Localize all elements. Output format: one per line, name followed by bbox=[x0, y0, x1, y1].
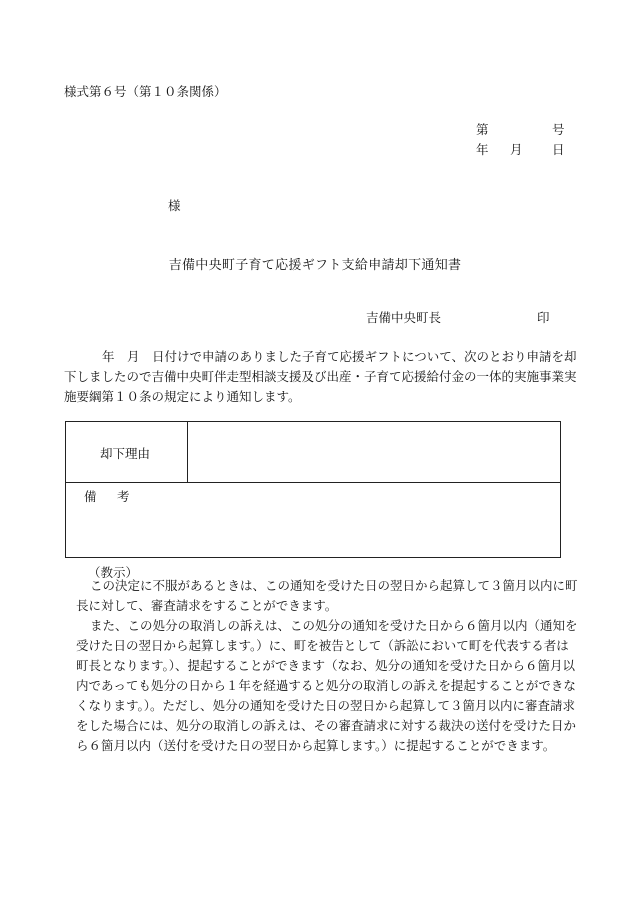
notice-body: 年 月 日付けで申請のありました子育て応援ギフトについて、次のとおり申請を却下しましたので吉備中央町伴走型相談支援及び出産・子育て応援給付金の一体的実施事業実施要綱第１０条の規定により通知します。 bbox=[64, 349, 577, 404]
date-year-label: 年 bbox=[476, 142, 489, 157]
number-suffix: 号 bbox=[552, 122, 565, 137]
instruction-paragraph-appeal: この決定に不服があるときは、この通知を受けた日の翌日から起算して３箇月以内に町長に対して、審査請求をすることができます。 bbox=[76, 578, 578, 613]
issuer-name: 吉備中央町長 bbox=[366, 310, 442, 325]
number-prefix: 第 bbox=[476, 122, 489, 137]
document-date-line bbox=[476, 140, 564, 158]
date-month-label: 月 bbox=[510, 142, 523, 157]
instruction-heading: （教示） bbox=[88, 565, 139, 580]
issuer-seal: 印 bbox=[537, 310, 550, 325]
instruction-paragraph-lawsuit: また、この処分の取消しの訴えは、この処分の通知を受けた日から６箇月以内（通知を受けた日の翌日から起算します。）に、町を被告として（訴訟において町を代表する者は町長となります。）、提起することができます（なお、処分の通知を受けた日から６箇月以内であっても処分の日から１年を経過すると処分の取消しの訴えを提起することができなくなります。）。ただし、処分の通知を受けた日の翌日から起算して３箇月以内に審査請求をした場合には、処分の取消しの訴えは、その審査請求に対する裁決の送付を受けた日から６箇月以内（送付を受けた日の翌日から起算します。）に提起することができます。 bbox=[76, 618, 578, 753]
form-number: 様式第６号（第１０条関係） bbox=[64, 84, 227, 99]
rejection-reason-label-cell bbox=[66, 422, 188, 482]
remarks-label: 備 考 bbox=[84, 489, 134, 504]
rejection-reason-row bbox=[66, 422, 560, 483]
document-title: 吉備中央町子育て応援ギフト支給申請却下通知書 bbox=[168, 258, 462, 273]
rejection-reason-label: 却下理由 bbox=[100, 446, 151, 461]
rejection-info-table bbox=[65, 421, 561, 558]
document-number-line bbox=[476, 120, 564, 138]
date-day-label: 日 bbox=[552, 142, 565, 157]
addressee-honorific: 様 bbox=[168, 198, 181, 213]
